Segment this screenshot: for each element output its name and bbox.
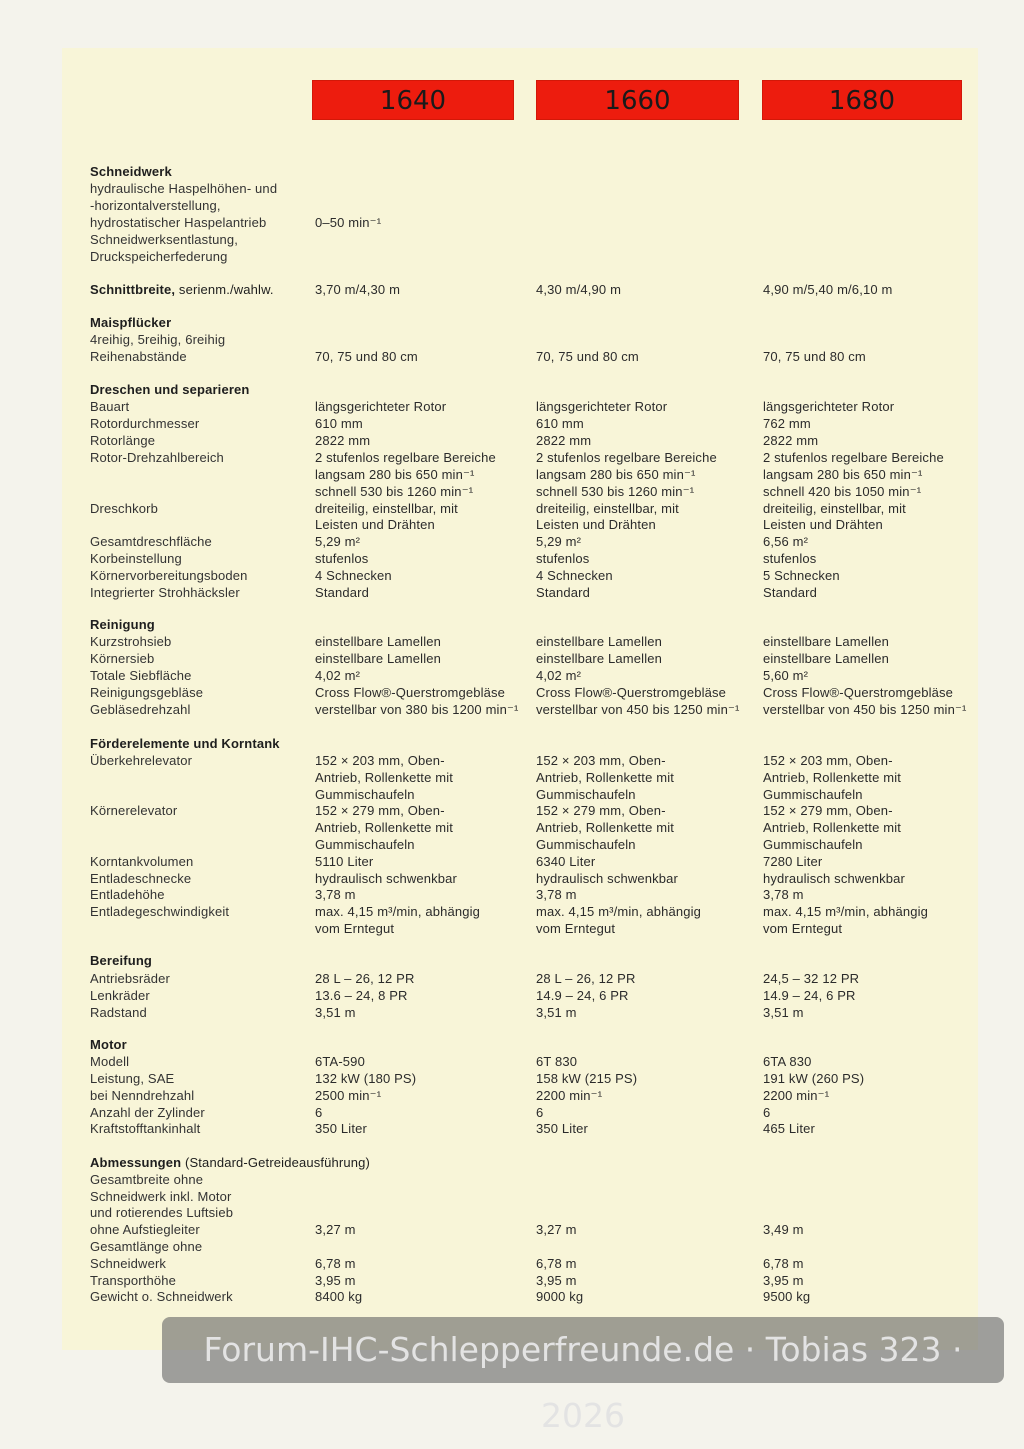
spec-value-1680: einstellbare Lamellen — [763, 651, 890, 666]
spec-value-1680: 6,56 m² — [763, 534, 809, 549]
spec-value-1680: schnell 420 bis 1050 min⁻¹ — [763, 484, 922, 499]
spec-value-1680: stufenlos — [763, 551, 817, 566]
spec-value-1680: Cross Flow®-Querstromgebläse — [763, 685, 954, 700]
spec-value-1680: 191 kW (260 PS) — [763, 1071, 865, 1086]
spec-value-1660: einstellbare Lamellen — [536, 651, 663, 666]
spec-label: Rotorlänge — [90, 433, 156, 448]
spec-value-1680: 5,60 m² — [763, 668, 809, 683]
spec-value-1640: einstellbare Lamellen — [315, 651, 442, 666]
spec-value-1640: 2822 mm — [315, 433, 371, 448]
spec-value-1680: Gummischaufeln — [763, 837, 863, 852]
spec-value-1680: 762 mm — [763, 416, 811, 431]
section-heading — [90, 952, 152, 969]
spec-label: 4reihig, 5reihig, 6reihig — [90, 332, 226, 347]
model-header-1660: 1660 — [536, 80, 739, 120]
spec-label: Rotordurchmesser — [90, 416, 200, 431]
spec-value-1660: stufenlos — [536, 551, 590, 566]
spec-value-1680: max. 4,15 m³/min, abhängig — [763, 904, 929, 919]
spec-value-1680: Antrieb, Rollenkette mit — [763, 820, 901, 835]
spec-value-1640: verstellbar von 380 bis 1200 min⁻¹ — [315, 702, 519, 717]
spec-value-1660: schnell 530 bis 1260 min⁻¹ — [536, 484, 695, 499]
spec-label: Antriebsräder — [90, 971, 170, 986]
spec-label: Entladegeschwindigkeit — [90, 904, 230, 919]
spec-value-1680: 6,78 m — [763, 1256, 804, 1271]
spec-label: Entladeschnecke — [90, 871, 192, 886]
spec-value-1640: 0–50 min⁻¹ — [315, 215, 382, 230]
spec-value-1660: 3,51 m — [536, 1005, 577, 1020]
spec-label: Kraftstofftankinhalt — [90, 1121, 201, 1136]
spec-label: Gesamtdreschfläche — [90, 534, 212, 549]
spec-value-1640: längsgerichteter Rotor — [315, 399, 447, 414]
spec-label: Totale Siebfläche — [90, 668, 192, 683]
spec-value-1680: 70, 75 und 80 cm — [763, 349, 866, 364]
spec-value-1680: 2 stufenlos regelbare Bereiche — [763, 450, 944, 465]
spec-value-1680: langsam 280 bis 650 min⁻¹ — [763, 467, 923, 482]
spec-value-1640: 28 L – 26, 12 PR — [315, 971, 415, 986]
spec-value-1680: 14.9 – 24, 6 PR — [763, 988, 856, 1003]
spec-value-1660: 70, 75 und 80 cm — [536, 349, 639, 364]
spec-value-1640: hydraulisch schwenkbar — [315, 871, 458, 886]
spec-label: Dreschkorb — [90, 501, 158, 516]
spec-label: Transporthöhe — [90, 1273, 177, 1288]
spec-label: bei Nenndrehzahl — [90, 1088, 195, 1103]
section-heading-text: Bereifung — [90, 953, 153, 968]
spec-value-1640: 6 — [315, 1105, 323, 1120]
spec-value-1640: Leisten und Drähten — [315, 517, 435, 532]
spec-label: Überkehrelevator — [90, 753, 193, 768]
spec-value-1680: dreiteilig, einstellbar, mit — [763, 501, 906, 516]
spec-value-1640: Gummischaufeln — [315, 837, 415, 852]
spec-value-1680: 5 Schnecken — [763, 568, 840, 583]
spec-value-1660: hydraulisch schwenkbar — [536, 871, 679, 886]
spec-value-1640: 3,51 m — [315, 1005, 356, 1020]
spec-value-1660: Gummischaufeln — [536, 837, 636, 852]
spec-value-1660: 9000 kg — [536, 1289, 584, 1304]
spec-label: Druckspeicherfederung — [90, 249, 228, 264]
spec-value-1680: längsgerichteter Rotor — [763, 399, 895, 414]
spec-value-1640: 2500 min⁻¹ — [315, 1088, 382, 1103]
spec-value-1680: 152 × 279 mm, Oben- — [763, 803, 893, 818]
spec-value-1680: 3,51 m — [763, 1005, 804, 1020]
spec-label: -horizontalverstellung, — [90, 198, 221, 213]
spec-value-1640: schnell 530 bis 1260 min⁻¹ — [315, 484, 474, 499]
spec-label: Reihenabstände — [90, 349, 187, 364]
spec-value-1660: Leisten und Drähten — [536, 517, 656, 532]
spec-value-1660: längsgerichteter Rotor — [536, 399, 668, 414]
section-heading — [90, 1036, 127, 1053]
spec-value-1660: 2200 min⁻¹ — [536, 1088, 603, 1103]
spec-label: Körnersieb — [90, 651, 155, 666]
spec-value-1640: 5,29 m² — [315, 534, 361, 549]
spec-value-1680: 9500 kg — [763, 1289, 811, 1304]
spec-value-1640: 132 kW (180 PS) — [315, 1071, 417, 1086]
spec-value-1660: 2 stufenlos regelbare Bereiche — [536, 450, 717, 465]
section-heading — [90, 616, 155, 633]
spec-value-1660: 28 L – 26, 12 PR — [536, 971, 636, 986]
spec-value-1680: 3,49 m — [763, 1222, 804, 1237]
spec-label: Lenkräder — [90, 988, 150, 1003]
spec-value-1680: Gummischaufeln — [763, 787, 863, 802]
spec-label: Körnerelevator — [90, 803, 178, 818]
spec-value-1680: 152 × 203 mm, Oben- — [763, 753, 893, 768]
section-heading — [90, 735, 280, 752]
section-heading-text: Förderelemente und Korntank — [90, 736, 280, 751]
spec-value-1660: Standard — [536, 585, 590, 600]
spec-value-1660: einstellbare Lamellen — [536, 634, 663, 649]
spec-value-1640: 4 Schnecken — [315, 568, 392, 583]
spec-value-1660: verstellbar von 450 bis 1250 min⁻¹ — [536, 702, 740, 717]
spec-label: Kurzstrohsieb — [90, 634, 172, 649]
spec-value-1680: 2200 min⁻¹ — [763, 1088, 830, 1103]
spec-value-1660: 152 × 279 mm, Oben- — [536, 803, 666, 818]
spec-label: hydraulische Haspelhöhen- und — [90, 181, 278, 196]
spec-value-1640: 8400 kg — [315, 1289, 363, 1304]
section-heading-suffix: (Standard-Getreideausführung) — [181, 1155, 371, 1170]
spec-label: Schneidwerk — [90, 1256, 167, 1271]
spec-value-1640: langsam 280 bis 650 min⁻¹ — [315, 467, 475, 482]
spec-label: Rotor-Drehzahlbereich — [90, 450, 224, 465]
section-heading-text: Motor — [90, 1037, 127, 1052]
spec-value-1660: 158 kW (215 PS) — [536, 1071, 638, 1086]
spec-label: Modell — [90, 1054, 130, 1069]
section-heading-text: Maispflücker — [90, 315, 172, 330]
spec-value-1660: max. 4,15 m³/min, abhängig — [536, 904, 702, 919]
spec-value-1640: Standard — [315, 585, 369, 600]
spec-value-1660: 4 Schnecken — [536, 568, 613, 583]
spec-label: Gesamtbreite ohne — [90, 1172, 204, 1187]
spec-label: Schneidwerksentlastung, — [90, 232, 238, 247]
section-heading — [90, 314, 171, 331]
spec-value-1640: Gummischaufeln — [315, 787, 415, 802]
spec-value-1660: 2822 mm — [536, 433, 592, 448]
spec-label: Korntankvolumen — [90, 854, 194, 869]
spec-label: Anzahl der Zylinder — [90, 1105, 205, 1120]
spec-value-1680: 6TA 830 — [763, 1054, 812, 1069]
spec-value-1640: Antrieb, Rollenkette mit — [315, 820, 453, 835]
spec-value-1660: Antrieb, Rollenkette mit — [536, 820, 674, 835]
spec-value-1640: 350 Liter — [315, 1121, 367, 1136]
spec-value-1640: vom Erntegut — [315, 921, 395, 936]
spec-value-1640: 152 × 203 mm, Oben- — [315, 753, 445, 768]
spec-value-1660: 152 × 203 mm, Oben- — [536, 753, 666, 768]
spec-value-1660: 3,95 m — [536, 1273, 577, 1288]
spec-value-1640: dreiteilig, einstellbar, mit — [315, 501, 458, 516]
spec-value-1680: Antrieb, Rollenkette mit — [763, 770, 901, 785]
spec-value-1640: 3,78 m — [315, 887, 356, 902]
spec-value-1660: 6,78 m — [536, 1256, 577, 1271]
spec-value-1680: Leisten und Drähten — [763, 517, 883, 532]
spec-value-1640: max. 4,15 m³/min, abhängig — [315, 904, 481, 919]
spec-value-1640: einstellbare Lamellen — [315, 634, 442, 649]
spec-value-1680: 24,5 – 32 12 PR — [763, 971, 860, 986]
spec-label: ohne Aufstiegleiter — [90, 1222, 200, 1237]
section-heading-text: Dreschen und separieren — [90, 382, 250, 397]
spec-value-1660: 6T 830 — [536, 1054, 578, 1069]
spec-value-1640: 610 mm — [315, 416, 363, 431]
spec-value-1640: 5110 Liter — [315, 854, 374, 869]
spec-value-1680: 4,90 m/5,40 m/6,10 m — [763, 282, 893, 297]
spec-value-1660: Antrieb, Rollenkette mit — [536, 770, 674, 785]
spec-value-1660: 3,27 m — [536, 1222, 577, 1237]
spec-value-1660: langsam 280 bis 650 min⁻¹ — [536, 467, 696, 482]
model-header-1640: 1640 — [312, 80, 514, 120]
spec-value-1640: Antrieb, Rollenkette mit — [315, 770, 453, 785]
spec-label: Gesamtlänge ohne — [90, 1239, 203, 1254]
spec-value-1680: hydraulisch schwenkbar — [763, 871, 906, 886]
spec-value-1640: 3,27 m — [315, 1222, 356, 1237]
spec-value-1660: 610 mm — [536, 416, 584, 431]
spec-value-1640: 6,78 m — [315, 1256, 356, 1271]
section-heading-suffix: serienm./wahlw. — [175, 282, 274, 297]
spec-value-1660: 3,78 m — [536, 887, 577, 902]
spec-value-1640: 70, 75 und 80 cm — [315, 349, 418, 364]
spec-value-1660: 4,02 m² — [536, 668, 582, 683]
spec-label: Korbeinstellung — [90, 551, 182, 566]
spec-label: Leistung, SAE — [90, 1071, 175, 1086]
watermark: Forum-IHC-Schlepperfreunde.de · Tobias 323 · 2026 — [162, 1317, 1004, 1383]
section-heading-text: Schnittbreite, — [90, 282, 176, 297]
spec-value-1680: 3,95 m — [763, 1273, 804, 1288]
spec-label: Reinigungsgebläse — [90, 685, 204, 700]
spec-value-1660: 6340 Liter — [536, 854, 596, 869]
spec-value-1660: 350 Liter — [536, 1121, 588, 1136]
spec-value-1660: 6 — [536, 1105, 544, 1120]
spec-value-1660: Cross Flow®-Querstromgebläse — [536, 685, 727, 700]
spec-value-1680: vom Erntegut — [763, 921, 843, 936]
spec-value-1640: 13.6 – 24, 8 PR — [315, 988, 408, 1003]
spec-value-1660: 4,30 m/4,90 m — [536, 282, 622, 297]
spec-label: Bauart — [90, 399, 130, 414]
spec-value-1660: Gummischaufeln — [536, 787, 636, 802]
section-heading-text: Reinigung — [90, 617, 155, 632]
spec-value-1640: Cross Flow®-Querstromgebläse — [315, 685, 506, 700]
spec-label: Schneidwerk inkl. Motor — [90, 1189, 232, 1204]
section-heading — [90, 163, 172, 180]
spec-value-1640: stufenlos — [315, 551, 369, 566]
spec-label: Gewicht o. Schneidwerk — [90, 1289, 233, 1304]
spec-value-1680: verstellbar von 450 bis 1250 min⁻¹ — [763, 702, 967, 717]
spec-value-1660: 14.9 – 24, 6 PR — [536, 988, 629, 1003]
spec-label: Körnervorbereitungsboden — [90, 568, 248, 583]
spec-value-1680: 3,78 m — [763, 887, 804, 902]
section-heading-text: Abmessungen — [90, 1155, 182, 1170]
spec-value-1640: 3,70 m/4,30 m — [315, 282, 401, 297]
spec-value-1680: 6 — [763, 1105, 771, 1120]
spec-value-1680: 465 Liter — [763, 1121, 815, 1136]
spec-value-1680: 7280 Liter — [763, 854, 823, 869]
spec-value-1640: 4,02 m² — [315, 668, 361, 683]
spec-value-1660: vom Erntegut — [536, 921, 616, 936]
spec-value-1640: 152 × 279 mm, Oben- — [315, 803, 445, 818]
spec-label: hydrostatischer Haspelantrieb — [90, 215, 267, 230]
spec-value-1680: einstellbare Lamellen — [763, 634, 890, 649]
spec-value-1640: 6TA-590 — [315, 1054, 365, 1069]
section-heading — [90, 281, 274, 298]
spec-label: und rotierendes Luftsieb — [90, 1205, 234, 1220]
spec-label: Radstand — [90, 1005, 147, 1020]
section-heading — [90, 381, 250, 398]
model-header-1680: 1680 — [762, 80, 962, 120]
spec-label: Gebläsedrehzahl — [90, 702, 191, 717]
spec-value-1660: dreiteilig, einstellbar, mit — [536, 501, 679, 516]
spec-value-1680: Standard — [763, 585, 817, 600]
spec-value-1660: 5,29 m² — [536, 534, 582, 549]
spec-value-1680: 2822 mm — [763, 433, 819, 448]
section-heading — [90, 1154, 370, 1171]
spec-value-1640: 2 stufenlos regelbare Bereiche — [315, 450, 496, 465]
spec-value-1640: 3,95 m — [315, 1273, 356, 1288]
spec-label: Entladehöhe — [90, 887, 165, 902]
spec-label: Integrierter Strohhäcksler — [90, 585, 240, 600]
section-heading-text: Schneidwerk — [90, 164, 172, 179]
